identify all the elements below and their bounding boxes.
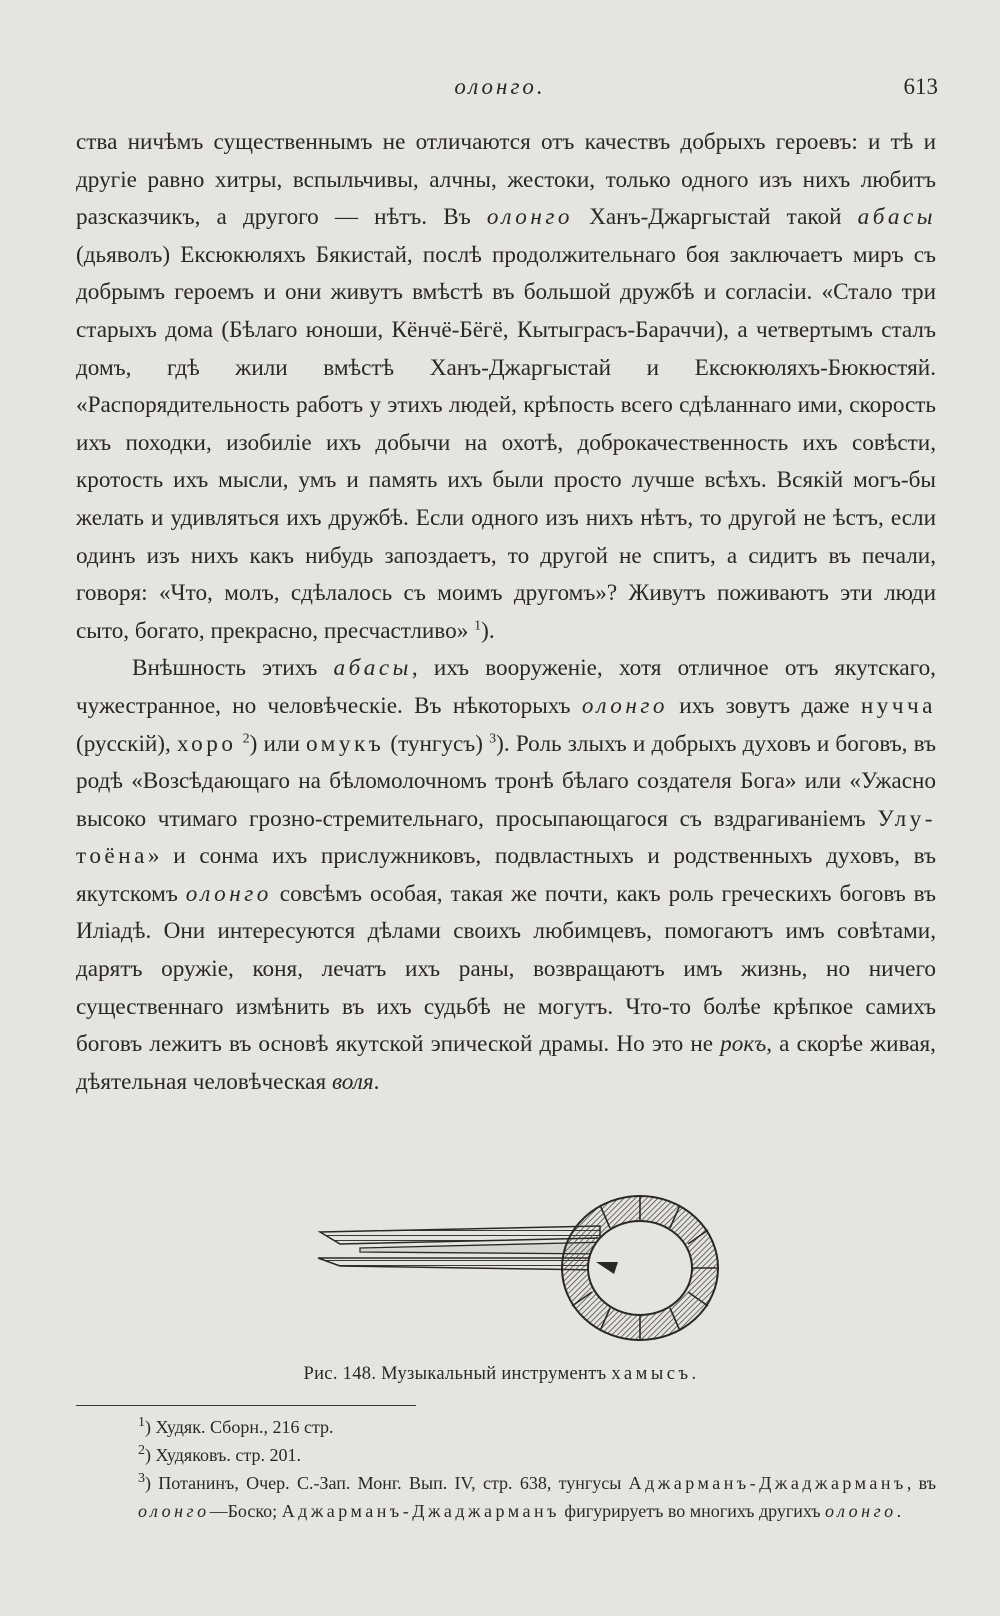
footnote-text: ) Худяковъ. стр. 201. bbox=[145, 1445, 301, 1465]
text-run: ). Роль злыхъ и добрыхъ духовъ и боговъ, въ родѣ «Возсѣдающаго на бѣломолочномъ тронѣ бѣлаго создателя Бога» или «Ужасно высоко чтимаго грозно-стремительнаго, просыпающагося съ вздрагиваніемъ bbox=[76, 730, 936, 832]
text-run: , ихъ вооруженіе, хотя отличное отъ якутскаго, чужестранное, но человѣческіе. Въ нѣкоторыхъ bbox=[76, 655, 936, 719]
text-run: совсѣмъ особая, такая же почти, какъ роль греческихъ боговъ въ Иліадѣ. Они интересуются дѣлами своихъ любимцевъ, помогаютъ имъ совѣтами, дарятъ оружіе, коня, лечатъ ихъ раны, возвращаютъ имъ жизнь, но ничего существеннаго измѣнить въ ихъ судьбѣ не могутъ. Что-то болѣе крѣпкое самихъ боговъ лежитъ въ основѣ якутской эпической драмы. Но это не bbox=[76, 880, 937, 1058]
term-ulu-toyon: Улу-тоёна bbox=[76, 805, 936, 870]
footnote-mark: 1 bbox=[138, 1415, 145, 1430]
footnote-text: ) Потанинъ, Очер. С.-Зап. Монг. Вып. IV, стр. 638, тунгусы bbox=[145, 1473, 629, 1493]
caption-end: . bbox=[691, 1364, 697, 1384]
footnote-mark: 3 bbox=[138, 1471, 145, 1486]
khomus-bar-lower bbox=[318, 1258, 600, 1270]
text-run: (русскій), bbox=[76, 730, 177, 757]
text-run: ихъ зовутъ даже bbox=[667, 692, 861, 719]
khomus-ring-inner bbox=[588, 1221, 692, 1315]
term-khoro: хоро bbox=[176, 730, 237, 757]
text-run: ства ничѣмъ существеннымъ не отличаются отъ качествъ добрыхъ героевъ: и тѣ и другіе равно хитры, вспыльчивы, алчны, жестоки, только одного изъ нихъ любитъ разсказчикъ, а другого — нѣтъ. Въ bbox=[76, 129, 936, 231]
paragraph-1 bbox=[76, 124, 936, 650]
footnote-2 bbox=[76, 1441, 936, 1469]
text-run: ) или bbox=[249, 730, 307, 757]
figure-caption bbox=[0, 1364, 1000, 1385]
footnote-ref-1[interactable]: 1 bbox=[474, 617, 482, 633]
footnote-text: фигурируетъ во многихъ другихъ bbox=[559, 1501, 826, 1521]
footnote-mark: 2 bbox=[138, 1443, 145, 1458]
footnote-text: , въ bbox=[906, 1473, 937, 1493]
running-head bbox=[0, 70, 1000, 110]
footnote-ref-3[interactable]: 3 bbox=[489, 730, 497, 746]
term-abasy: абасы bbox=[857, 204, 936, 231]
term-nuchcha: нучча bbox=[860, 692, 936, 719]
term-olongo: олонго bbox=[185, 880, 272, 907]
footnote-rule bbox=[76, 1405, 416, 1406]
footnote-name: Аджарманъ-Джаджарманъ bbox=[628, 1473, 907, 1493]
text-run: Внѣшность этихъ bbox=[132, 655, 334, 682]
footnote-term-olongo: олонго bbox=[138, 1501, 210, 1521]
term-abasy: абасы bbox=[333, 655, 412, 682]
footnote-ref-2[interactable]: 2 bbox=[242, 730, 250, 746]
term-olongo: олонго bbox=[486, 204, 573, 231]
caption-prefix: Рис. 148. Музыкальный инструментъ bbox=[303, 1364, 612, 1384]
figure-khomus-illustration bbox=[300, 1188, 740, 1358]
term-rok: рокъ bbox=[720, 1031, 767, 1058]
footnote-3 bbox=[76, 1469, 936, 1525]
footnote-text: ) Худяк. Сборн., 216 стр. bbox=[145, 1417, 334, 1437]
text-run: » и сонма ихъ прислужниковъ, подвластныхъ и родственныхъ духовъ, въ якутскомъ bbox=[76, 843, 936, 907]
footnotes bbox=[76, 1413, 936, 1525]
khomus-drawing bbox=[300, 1188, 740, 1358]
text-run: . bbox=[373, 1068, 380, 1095]
term-olongo: олонго bbox=[581, 692, 668, 719]
footnote-1 bbox=[76, 1413, 936, 1441]
footnote-term-olongo: олонго bbox=[825, 1501, 897, 1521]
text-run: ). bbox=[481, 617, 495, 644]
paragraph-2 bbox=[76, 650, 936, 1101]
footnote-text: . bbox=[896, 1501, 902, 1521]
footnote-text: —Боско; bbox=[209, 1501, 282, 1521]
term-volya: воля bbox=[331, 1068, 374, 1095]
running-head-title: олонго. bbox=[454, 74, 546, 99]
term-omuk: омукъ bbox=[306, 730, 385, 757]
caption-term: хамысъ bbox=[611, 1364, 692, 1384]
text-run: (дьяволъ) Ексюкюляхъ Бякистай, послѣ продолжительнаго боя заключаетъ миръ съ добрымъ героемъ и они живутъ вмѣстѣ въ большой дружбѣ и согласіи. «Стало три старыхъ дома (Бѣлаго юноши, Кёнчё-Бёгё, Кытыграсъ-Бараччи), а четвертымъ сталъ домъ, гдѣ жили вмѣстѣ Ханъ-Джаргыстай и Ексюкюляхъ-Бюкюстяй. «Распорядительность работъ у этихъ людей, крѣпость всего сдѣланнаго ими, скорость ихъ походки, изобиліе ихъ добычи на охотѣ, доброкачественность ихъ совѣсти, кротость ихъ мысли, умъ и память ихъ были просто лучше всѣхъ. Всякій могъ-бы желать и удивляться ихъ дружбѣ. Если одного изъ нихъ нѣтъ, то другой не ѣстъ, если одинъ изъ нихъ какъ нибудь запоздаетъ, то другой не спитъ, а сидитъ въ печали, говоря: «Что, молъ, сдѣлалось съ моимъ другомъ»? Живутъ поживаютъ эти люди сыто, богато, прекрасно, пресчастливо» bbox=[76, 241, 936, 644]
text-run: , а скорѣе живая, дѣятельная человѣческая bbox=[76, 1031, 936, 1095]
text-run: (тунгусъ) bbox=[384, 730, 490, 757]
khomus-bar-upper bbox=[320, 1226, 600, 1244]
footnote-name: Аджарманъ-Джаджарманъ bbox=[281, 1501, 560, 1521]
page-number: 613 bbox=[903, 74, 938, 99]
body-text bbox=[76, 124, 936, 1101]
text-run: Ханъ-Джаргыстай такой bbox=[573, 204, 858, 231]
